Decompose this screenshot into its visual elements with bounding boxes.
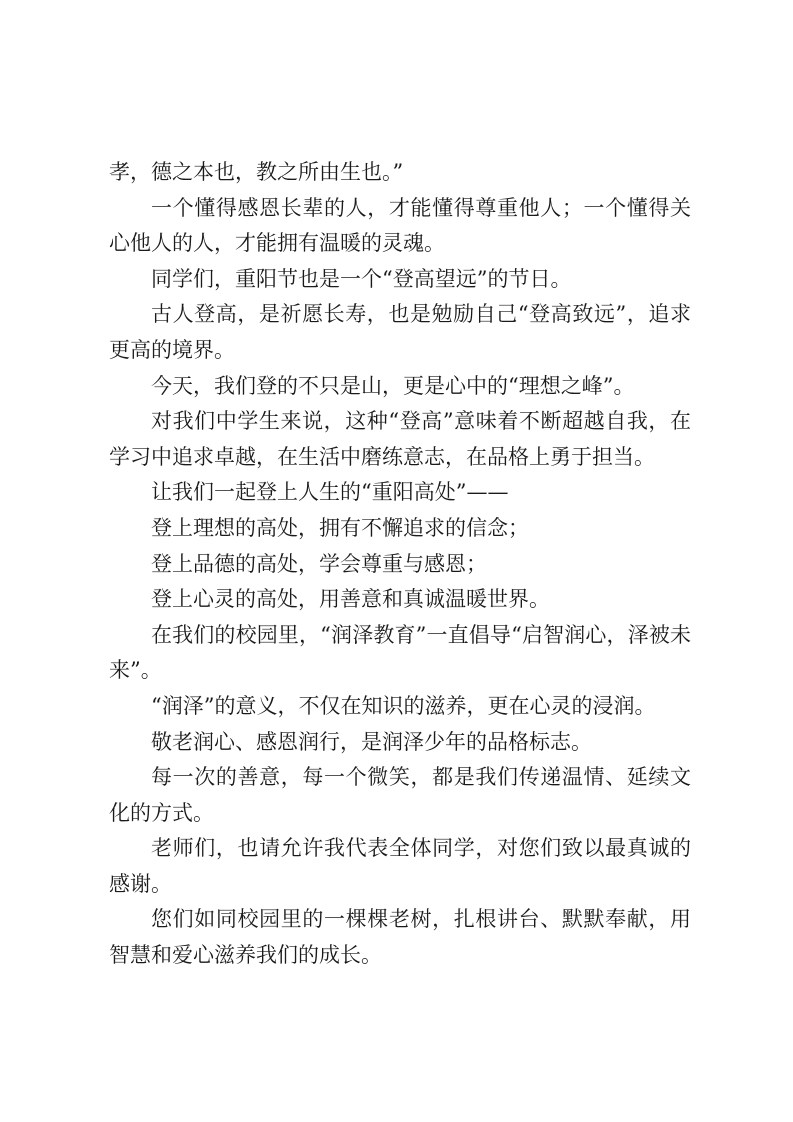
paragraph: 孝，德之本也，教之所由生也。” bbox=[109, 160, 404, 184]
paragraph: 一个懂得感恩长辈的人，才能懂得尊重他人；一个懂得关心他人的人，才能拥有温暖的灵魂。 bbox=[109, 195, 691, 256]
paragraph: 登上品德的高处，学会尊重与感恩； bbox=[151, 551, 487, 576]
paragraph: 让我们一起登上人生的“重阳高处”—— bbox=[151, 480, 509, 505]
speech-body bbox=[109, 155, 691, 974]
paragraph: 同学们，重阳节也是一个“登高望远”的节日。 bbox=[151, 266, 572, 291]
paragraph: 在我们的校园里，“润泽教育”一直倡导“启智润心，泽被未来”。 bbox=[109, 622, 691, 683]
paragraph: 老师们，也请允许我代表全体同学，对您们致以最真诚的感谢。 bbox=[109, 836, 691, 896]
paragraph: 您们如同校园里的一棵棵老树，扎根讲台、默默奉献，用智慧和爱心滋养我们的成长。 bbox=[109, 907, 691, 968]
paragraph: 敬老润心、感恩润行，是润泽少年的品格标志。 bbox=[151, 729, 592, 754]
paragraph: “润泽”的意义，不仅在知识的滋养，更在心灵的浸润。 bbox=[151, 693, 656, 718]
paragraph: 登上理想的高处，拥有不懈追求的信念； bbox=[151, 515, 529, 540]
paragraph: 对我们中学生来说，这种“登高”意味着不断超越自我，在学习中追求卓越，在生活中磨练意志，在品格上勇于担当。 bbox=[109, 409, 691, 469]
paragraph: 今天，我们登的不只是山，更是心中的“理想之峰”。 bbox=[151, 373, 635, 398]
paragraph: 每一次的善意，每一个微笑，都是我们传递温情、延续文化的方式。 bbox=[109, 765, 691, 825]
paragraph: 古人登高，是祈愿长寿，也是勉励自己“登高致远”，追求更高的境界。 bbox=[109, 302, 691, 362]
paragraph: 登上心灵的高处，用善意和真诚温暖世界。 bbox=[151, 587, 550, 612]
